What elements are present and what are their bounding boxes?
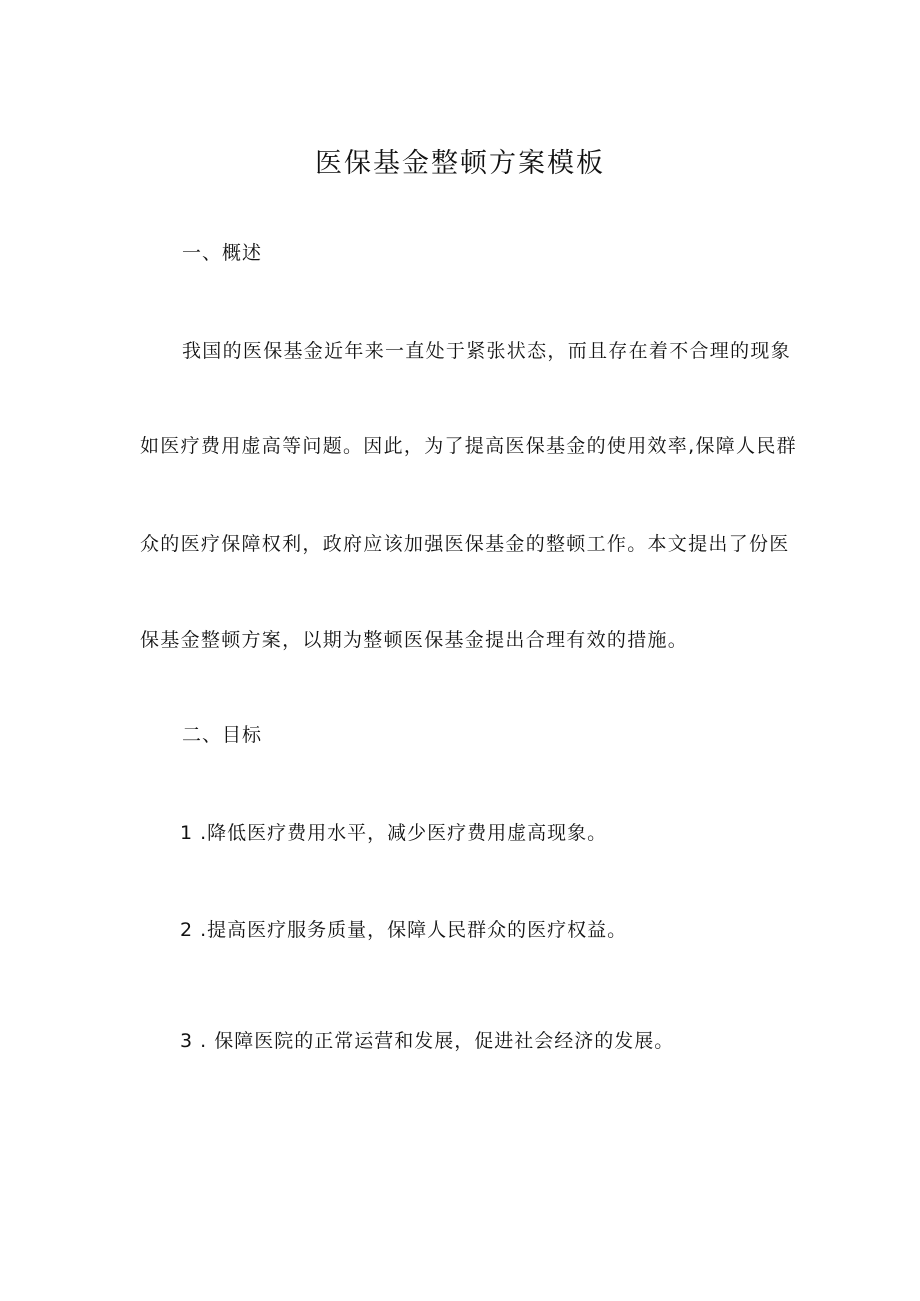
section-heading-overview: 一、概述 (182, 242, 263, 264)
paragraph-line: 我国的医保基金近年来一直处于紧张状态，而且存在着不合理的现象 (182, 340, 792, 362)
paragraph-line: 众的医疗保障权利，政府应该加强医保基金的整顿工作。本文提出了份医 (140, 533, 790, 555)
paragraph-line: 保基金整顿方案，以期为整顿医保基金提出合理有效的措施。 (140, 629, 689, 651)
goal-item-2: 2 .提高医疗服务质量，保障人民群众的医疗权益。 (180, 919, 628, 941)
paragraph-line: 如医疗费用虚高等问题。因此，为了提高医保基金的使用效率,保障人民群 (140, 435, 797, 457)
document-title: 医保基金整顿方案模板 (315, 148, 605, 179)
goal-item-1: 1 .降低医疗费用水平，减少医疗费用虚高现象。 (180, 822, 608, 844)
goal-item-3: 3 . 保障医院的正常运营和发展，促进社会经济的发展。 (180, 1030, 675, 1052)
section-heading-goals: 二、目标 (182, 724, 263, 746)
